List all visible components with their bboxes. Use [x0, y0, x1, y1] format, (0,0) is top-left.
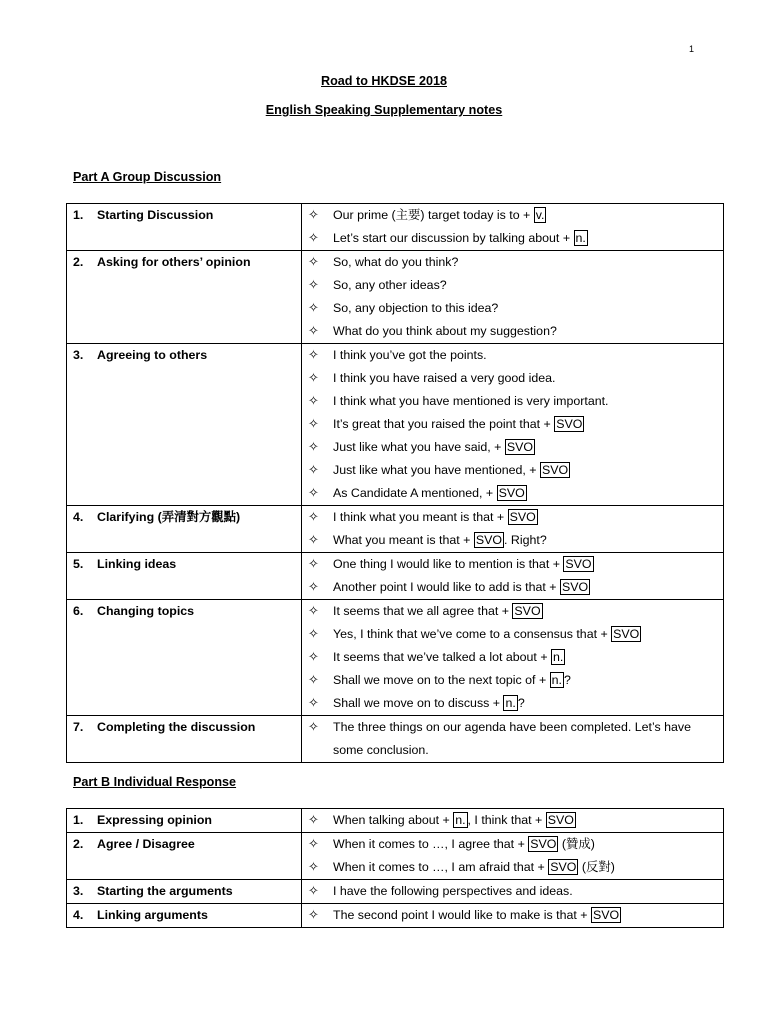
category-label: Starting the arguments	[97, 884, 233, 898]
phrase-text: I have the following perspectives and ideas.	[333, 884, 573, 898]
phrase-line	[302, 529, 723, 552]
table-row	[67, 904, 724, 928]
bullet-star-icon: ✧	[308, 462, 319, 477]
phrase-text: Another point I would like to add is that +	[333, 580, 560, 594]
table-row	[67, 506, 724, 553]
phrase-text: Just like what you have said, +	[333, 440, 505, 454]
phrases-cell	[302, 600, 724, 716]
row-number: 6.	[73, 604, 84, 618]
part-a-table	[66, 203, 724, 763]
bullet-star-icon: ✧	[308, 439, 319, 454]
phrase-text: One thing I would like to mention is that +	[333, 557, 564, 571]
bullet-star-icon: ✧	[308, 883, 319, 898]
bullet-star-icon: ✧	[308, 300, 319, 315]
phrases-cell	[302, 809, 724, 833]
phrase-line	[302, 646, 723, 669]
phrase-line	[302, 809, 723, 832]
table-row	[67, 344, 724, 506]
bullet-star-icon: ✧	[308, 836, 319, 851]
phrase-line	[302, 251, 723, 274]
row-number: 3.	[73, 884, 84, 898]
phrase-line	[302, 204, 723, 227]
grammar-box: n.	[551, 673, 562, 687]
phrase-text: It seems that we’ve talked a lot about +	[333, 650, 551, 664]
category-label: Linking ideas	[97, 557, 177, 571]
grammar-box: SVO	[547, 813, 574, 827]
phrase-text: ?	[563, 673, 571, 687]
phrase-line	[302, 623, 723, 646]
bullet-star-icon: ✧	[308, 579, 319, 594]
phrase-line	[302, 716, 723, 739]
phrase-line	[302, 274, 723, 297]
phrase-line	[302, 553, 723, 576]
row-number: 2.	[73, 255, 84, 269]
bullet-star-icon: ✧	[308, 556, 319, 571]
phrases-cell	[302, 880, 724, 904]
category-cell	[67, 600, 302, 716]
grammar-box: SVO	[556, 417, 583, 431]
grammar-box: SVO	[613, 627, 640, 641]
row-number: 5.	[73, 557, 84, 571]
category-label: Clarifying (弄清對方觀點)	[97, 510, 241, 524]
phrase-text: The second point I would like to make is that +	[333, 908, 591, 922]
category-cell	[67, 553, 302, 600]
phrase-line	[302, 436, 723, 459]
phrase-text: It’s great that you raised the point that +	[333, 417, 555, 431]
category-cell	[67, 904, 302, 928]
table-row	[67, 833, 724, 880]
grammar-box: SVO	[514, 604, 541, 618]
grammar-box: SVO	[506, 440, 534, 454]
grammar-box: n.	[575, 231, 586, 245]
category-cell	[67, 204, 302, 251]
grammar-box: n.	[553, 650, 564, 664]
phrase-line	[302, 227, 723, 250]
phrase-line	[302, 320, 723, 343]
bullet-star-icon: ✧	[308, 230, 319, 245]
table-row	[67, 251, 724, 344]
phrase-line	[302, 669, 723, 692]
category-cell	[67, 716, 302, 763]
grammar-box: n.	[505, 696, 516, 710]
document-title: Road to HKDSE 2018	[321, 74, 447, 88]
phrase-text: As Candidate A mentioned, +	[333, 486, 497, 500]
phrases-cell	[302, 204, 724, 251]
phrase-line	[302, 482, 723, 505]
bullet-star-icon: ✧	[308, 509, 319, 524]
row-number: 2.	[73, 837, 84, 851]
bullet-star-icon: ✧	[308, 859, 319, 874]
category-label: Changing topics	[97, 604, 195, 618]
phrase-line	[302, 692, 723, 715]
category-label: Agreeing to others	[97, 348, 208, 362]
grammar-box: v.	[535, 208, 545, 222]
phrase-text: The three things on our agenda have been completed. Let’s have	[333, 720, 691, 734]
grammar-box: SVO	[541, 463, 569, 477]
bullet-star-icon: ✧	[308, 907, 319, 922]
phrase-text: I think what you meant is that +	[333, 510, 508, 524]
table-row	[67, 553, 724, 600]
row-number: 3.	[73, 348, 84, 362]
part-b-table	[66, 808, 724, 928]
phrase-line	[302, 739, 723, 762]
phrase-line	[302, 297, 723, 320]
phrase-text: Let’s start our discussion by talking about +	[333, 231, 574, 245]
phrases-cell	[302, 716, 724, 763]
row-number: 7.	[73, 720, 84, 734]
phrase-text: , I think that +	[467, 813, 546, 827]
bullet-star-icon: ✧	[308, 207, 319, 222]
phrase-line	[302, 904, 723, 927]
table-row	[67, 600, 724, 716]
phrase-line	[302, 856, 723, 879]
category-label: Agree / Disagree	[97, 837, 195, 851]
phrase-text: Shall we move on to the next topic of +	[333, 673, 550, 687]
grammar-box: SVO	[550, 860, 577, 874]
phrase-line	[302, 367, 723, 390]
phrase-text: Just like what you have mentioned, +	[333, 463, 540, 477]
bullet-star-icon: ✧	[308, 393, 319, 408]
grammar-box: SVO	[475, 533, 503, 547]
phrase-text: When it comes to …, I agree that +	[333, 837, 529, 851]
table-row	[67, 880, 724, 904]
phrases-cell	[302, 553, 724, 600]
phrase-text: So, what do you think?	[333, 255, 459, 269]
bullet-star-icon: ✧	[308, 672, 319, 687]
grammar-box: SVO	[509, 510, 536, 524]
grammar-box: SVO	[561, 580, 589, 594]
phrase-text: Our prime (主要) target today is to +	[333, 208, 534, 222]
bullet-star-icon: ✧	[308, 626, 319, 641]
phrase-line	[302, 833, 723, 856]
phrase-text: I think you’ve got the points.	[333, 348, 487, 362]
grammar-box: n.	[455, 813, 466, 827]
bullet-star-icon: ✧	[308, 347, 319, 362]
bullet-star-icon: ✧	[308, 277, 319, 292]
document-subtitle: English Speaking Supplementary notes	[265, 103, 503, 117]
category-label: Linking arguments	[97, 908, 208, 922]
phrase-text: . Right?	[504, 533, 547, 547]
phrase-line	[302, 576, 723, 599]
bullet-star-icon: ✧	[308, 370, 319, 385]
phrase-line	[302, 506, 723, 529]
phrases-cell	[302, 833, 724, 880]
phrase-text: Shall we move on to discuss +	[333, 696, 504, 710]
bullet-star-icon: ✧	[308, 695, 319, 710]
bullet-star-icon: ✧	[308, 649, 319, 664]
phrase-text: Yes, I think that we’ve come to a consensus that +	[333, 627, 612, 641]
category-label: Expressing opinion	[97, 813, 212, 827]
grammar-box: SVO	[565, 557, 592, 571]
table-row	[67, 716, 724, 763]
phrase-text: When it comes to …, I am afraid that +	[333, 860, 549, 874]
phrases-cell	[302, 251, 724, 344]
phrase-text: It seems that we all agree that +	[333, 604, 513, 618]
phrase-text: I think you have raised a very good idea.	[333, 371, 556, 385]
phrase-text: ?	[517, 696, 525, 710]
phrase-line	[302, 600, 723, 623]
category-label: Starting Discussion	[97, 208, 214, 222]
bullet-star-icon: ✧	[308, 254, 319, 269]
phrase-line	[302, 880, 723, 903]
phrase-line	[302, 344, 723, 367]
bullet-star-icon: ✧	[308, 812, 319, 827]
category-cell	[67, 833, 302, 880]
phrases-cell	[302, 904, 724, 928]
phrase-text: I think what you have mentioned is very important.	[333, 394, 609, 408]
phrase-text: some conclusion.	[333, 743, 429, 757]
phrase-text: So, any other ideas?	[333, 278, 447, 292]
grammar-box: SVO	[530, 837, 557, 851]
phrase-text: So, any objection to this idea?	[333, 301, 499, 315]
phrase-text: (贊成)	[558, 837, 595, 851]
phrase-text: What do you think about my suggestion?	[333, 324, 557, 338]
grammar-box: SVO	[498, 486, 525, 500]
category-cell	[67, 809, 302, 833]
phrase-line	[302, 390, 723, 413]
part-b-heading: Part B Individual Response	[73, 775, 237, 789]
category-cell	[67, 344, 302, 506]
row-number: 4.	[73, 510, 84, 524]
table-row	[67, 809, 724, 833]
row-number: 4.	[73, 908, 84, 922]
category-label: Asking for others’ opinion	[97, 255, 251, 269]
category-cell	[67, 506, 302, 553]
category-label: Completing the discussion	[97, 720, 256, 734]
row-number: 1.	[73, 813, 84, 827]
bullet-star-icon: ✧	[308, 719, 319, 734]
category-cell	[67, 251, 302, 344]
phrase-text: What you meant is that +	[333, 533, 474, 547]
bullet-star-icon: ✧	[308, 485, 319, 500]
page-number: 1	[689, 44, 695, 54]
bullet-star-icon: ✧	[308, 603, 319, 618]
phrase-text: (反對)	[578, 860, 615, 874]
row-number: 1.	[73, 208, 84, 222]
phrase-text: When talking about +	[333, 813, 454, 827]
phrase-line	[302, 459, 723, 482]
part-a-heading: Part A Group Discussion	[73, 170, 222, 184]
table-row	[67, 204, 724, 251]
bullet-star-icon: ✧	[308, 416, 319, 431]
phrase-line	[302, 413, 723, 436]
bullet-star-icon: ✧	[308, 323, 319, 338]
category-cell	[67, 880, 302, 904]
phrases-cell	[302, 344, 724, 506]
phrases-cell	[302, 506, 724, 553]
bullet-star-icon: ✧	[308, 532, 319, 547]
grammar-box: SVO	[592, 908, 620, 922]
